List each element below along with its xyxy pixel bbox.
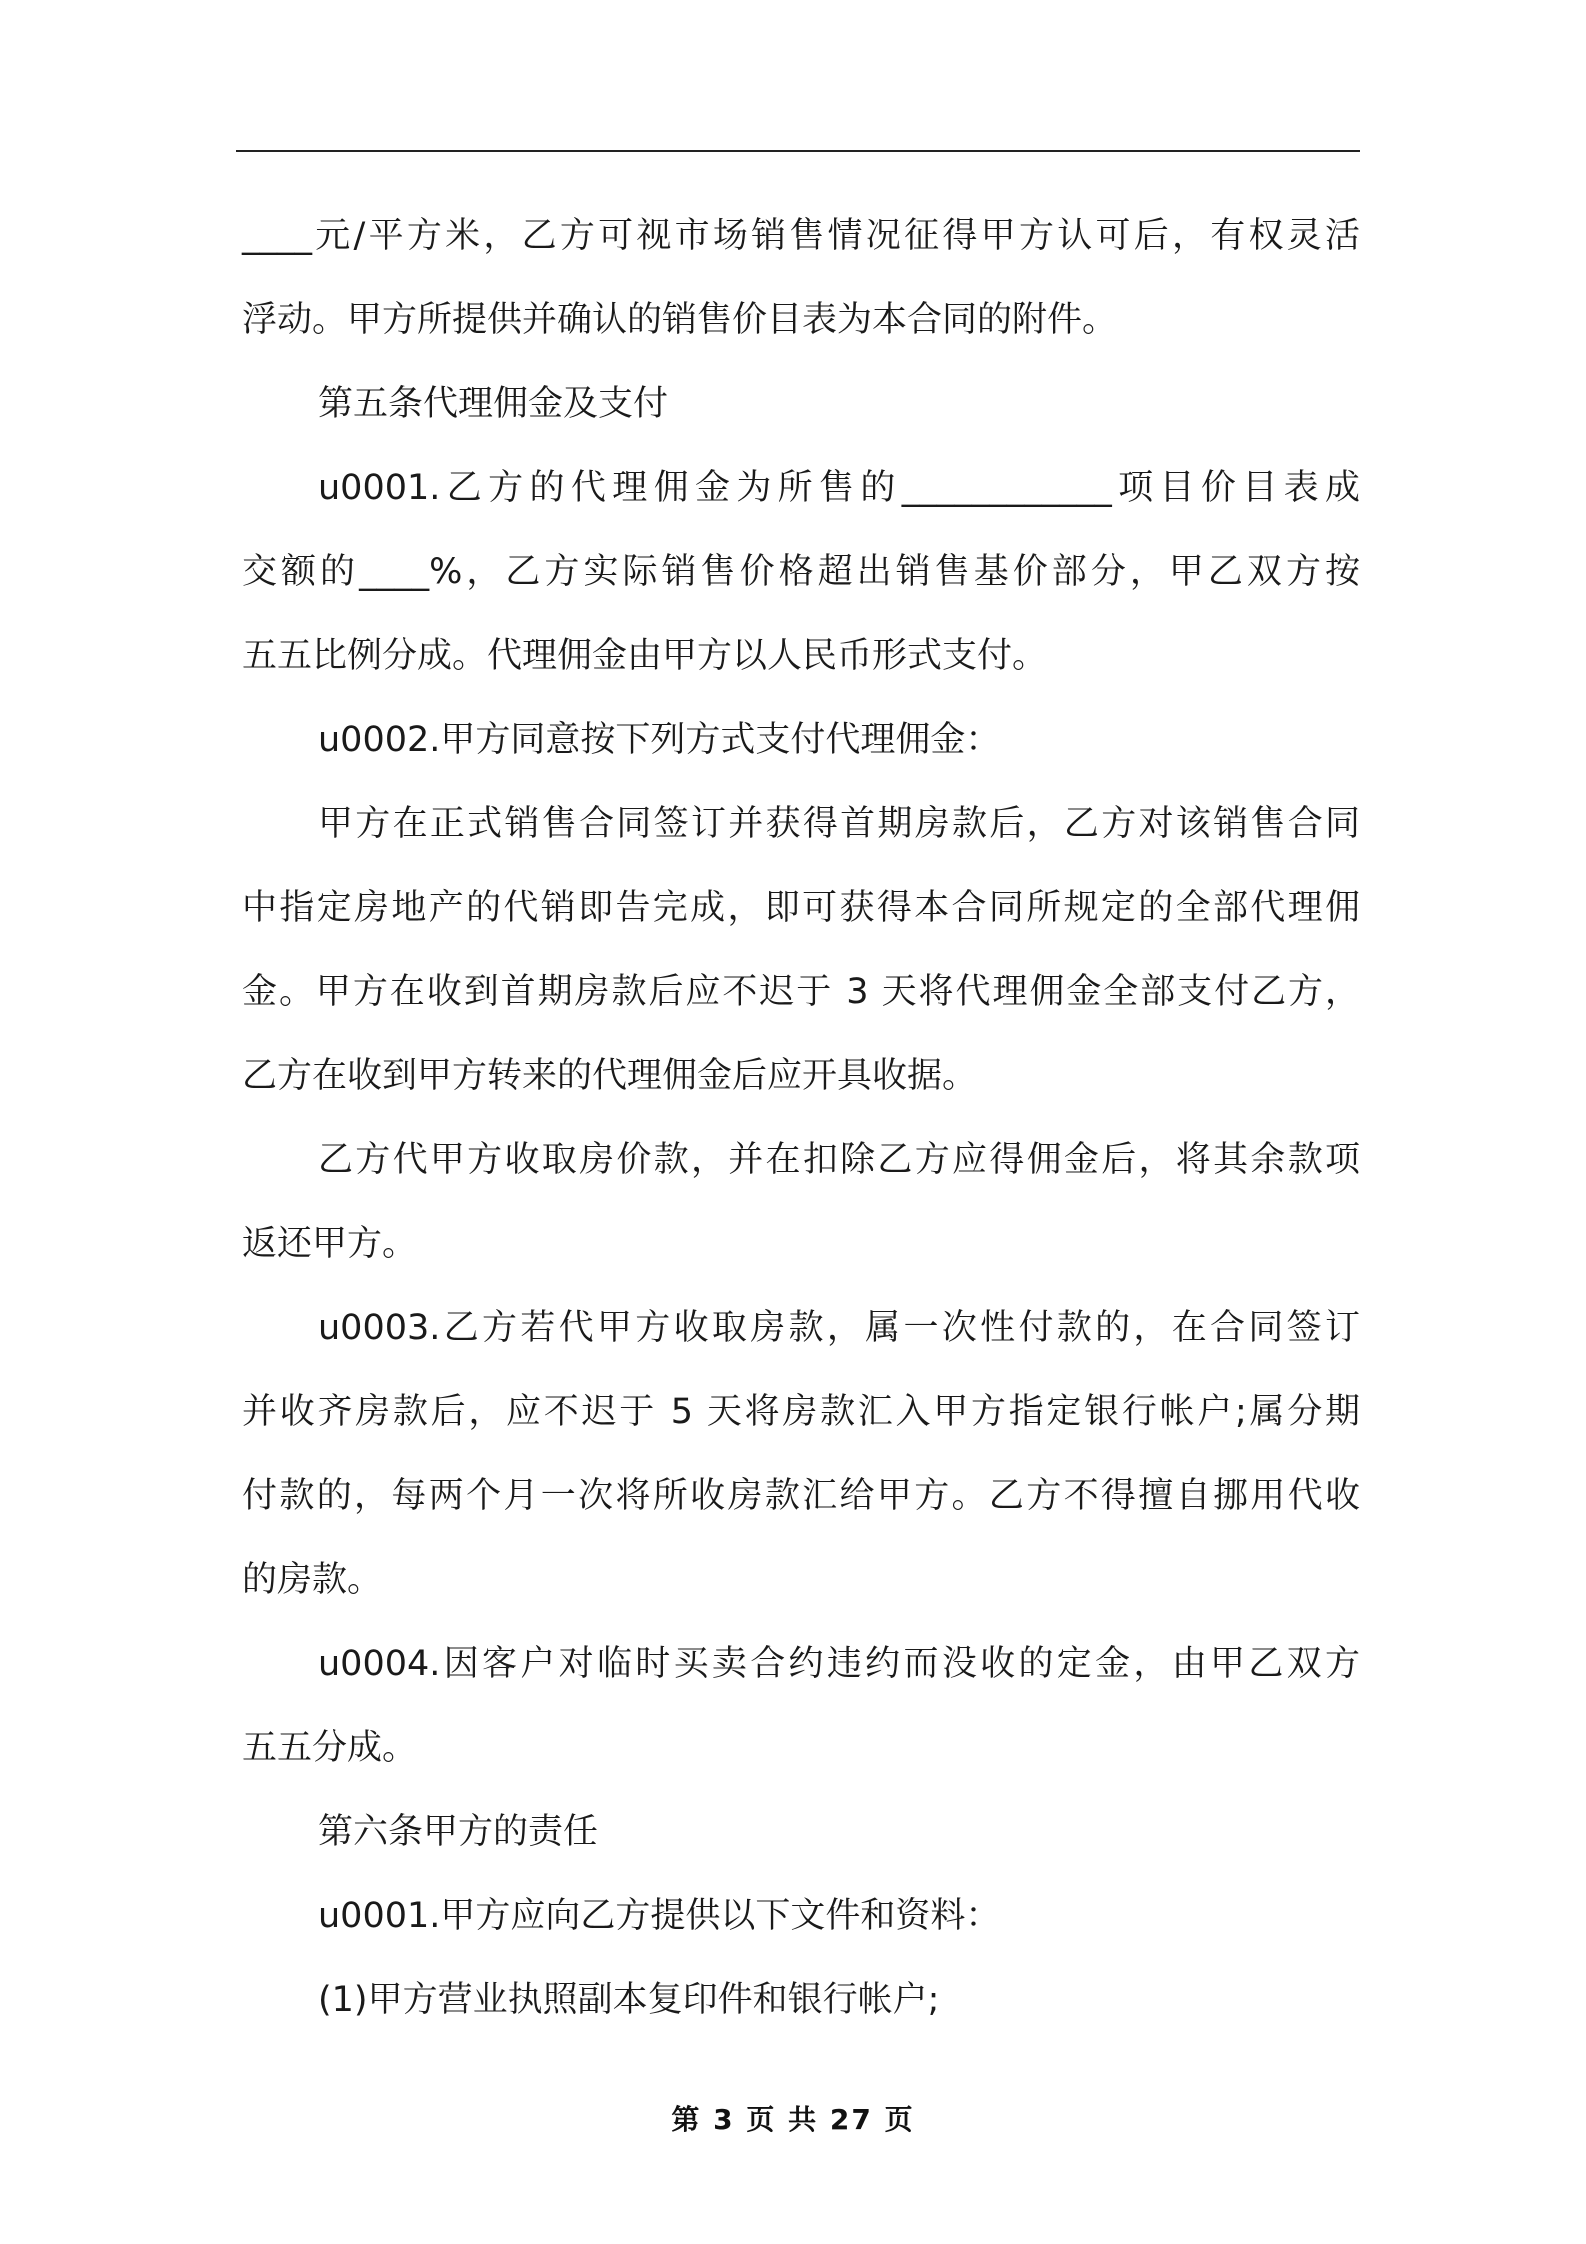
paragraph-line: ____元/平方米，乙方可视市场销售情况征得甲方认可后，有权灵活 <box>242 216 1360 256</box>
paragraph-line: 返还甲方。 <box>242 1224 418 1264</box>
paragraph-line: 乙方在收到甲方转来的代理佣金后应开具收据。 <box>242 1056 978 1096</box>
paragraph-line: (1)甲方营业执照副本复印件和银行帐户; <box>318 1980 940 2020</box>
paragraph-line: 的房款。 <box>242 1560 383 1600</box>
paragraph-line: 五五分成。 <box>242 1728 418 1768</box>
paragraph-line: 并收齐房款后，应不迟于 5 天将房款汇入甲方指定银行帐户;属分期 <box>242 1392 1360 1432</box>
paragraph-line: 五五比例分成。代理佣金由甲方以人民币形式支付。 <box>242 636 1048 676</box>
paragraph-line: 中指定房地产的代销即告完成，即可获得本合同所规定的全部代理佣 <box>242 888 1360 928</box>
paragraph-line: 交额的____%，乙方实际销售价格超出销售基价部分，甲乙双方按 <box>242 552 1360 592</box>
paragraph-line: 浮动。甲方所提供并确认的销售价目表为本合同的附件。 <box>242 300 1118 340</box>
paragraph-line: u0004.因客户对临时买卖合约违约而没收的定金，由甲乙双方 <box>318 1644 1360 1684</box>
document-body <box>242 194 1360 2042</box>
header-rule <box>236 150 1360 152</box>
paragraph-line: 乙方代甲方收取房价款，并在扣除乙方应得佣金后，将其余款项 <box>318 1140 1360 1180</box>
paragraph-line: u0001.甲方应向乙方提供以下文件和资料： <box>318 1896 1001 1936</box>
paragraph-line: 甲方在正式销售合同签订并获得首期房款后，乙方对该销售合同 <box>318 804 1360 844</box>
paragraph-line: 付款的，每两个月一次将所收房款汇给甲方。乙方不得擅自挪用代收 <box>242 1476 1360 1516</box>
section-heading: 第六条甲方的责任 <box>318 1812 599 1852</box>
paragraph-line: u0003.乙方若代甲方收取房款，属一次性付款的，在合同签订 <box>318 1308 1360 1348</box>
page-number-footer: 第 3 页 共 27 页 <box>671 2103 915 2136</box>
paragraph-line: u0001.乙方的代理佣金为所售的____________项目价目表成 <box>318 468 1360 508</box>
paragraph-line: u0002.甲方同意按下列方式支付代理佣金： <box>318 720 1001 760</box>
paragraph-line: 金。甲方在收到首期房款后应不迟于 3 天将代理佣金全部支付乙方， <box>242 972 1360 1012</box>
section-heading: 第五条代理佣金及支付 <box>318 384 669 424</box>
